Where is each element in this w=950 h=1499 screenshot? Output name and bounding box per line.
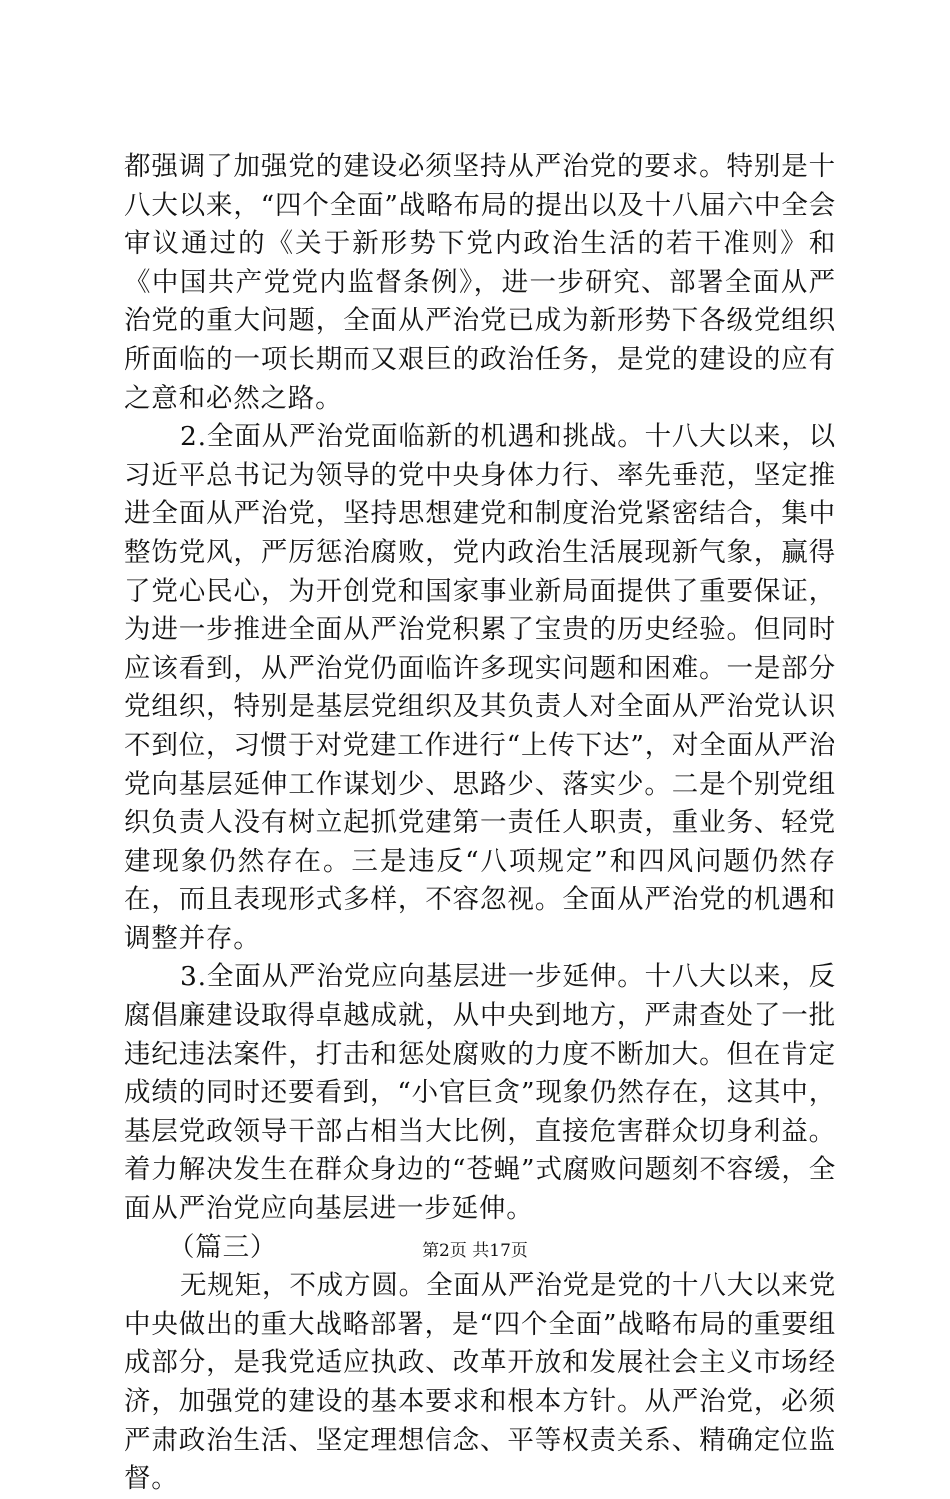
section-paragraph: 无规矩，不成方圆。全面从严治党是党的十八大以来党中央做出的重大战略部署，是“四个全面”战略布局的重要组成部分，是我党适应执政、改革开放和发展社会主义市场经济，加强党的建设的基本要求和根本方针。从严治党，必须严肃政治生活、坚定理想信念、平等权责关系、精确定位监督。 (124, 1270, 836, 1495)
section-heading: （篇三） (168, 1231, 278, 1263)
page-number-footer: 第2页 共17页 (422, 1241, 528, 1261)
paragraph-continuation: 都强调了加强党的建设必须坚持从严治党的要求。特别是十八大以来，“四个全面”战略布局的提出以及十八届六中全会审议通过的《关于新形势下党内政治生活的若干准则》和《中国共产党党内监督条例》，进一步研究、部署全面从严治党的重大问题，全面从严治党已成为新形势下各级党组织所面临的一项长期而又艰巨的政治任务，是党的建设的应有之意和必然之路。 (124, 151, 836, 414)
document-body (124, 148, 836, 1499)
paragraph-point-2: 2.全面从严治党面临新的机遇和挑战。十八大以来，以习近平总书记为领导的党中央身体力行、率先垂范，坚定推进全面从严治党，坚持思想建党和制度治党紧密结合，集中整饬党风，严厉惩治腐败，党内政治生活展现新气象，赢得了党心民心，为开创党和国家事业新局面提供了重要保证，为进一步推进全面从严治党积累了宝贵的历史经验。但同时应该看到，从严治党仍面临许多现实问题和困难。一是部分党组织，特别是基层党组织及其负责人对全面从严治党认识不到位，习惯于对党建工作进行“上传下达”，对全面从严治党向基层延伸工作谋划少、思路少、落实少。二是个别党组织负责人没有树立起抓党建第一责任人职责，重业务、轻党建现象仍然存在。三是违反“八项规定”和四风问题仍然存在，而且表现形式多样，不容忽视。全面从严治党的机遇和调整并存。 (124, 421, 836, 954)
paragraph-point-3: 3.全面从严治党应向基层进一步延伸。十八大以来，反腐倡廉建设取得卓越成就，从中央到地方，严肃查处了一批违纪违法案件，打击和惩处腐败的力度不断加大。但在肯定成绩的同时还要看到，“小官巨贪”现象仍然存在，这其中，基层党政领导干部占相当大比例，直接危害群众切身利益。着力解决发生在群众身边的“苍蝇”式腐败问题刻不容缓，全面从严治党应向基层进一步延伸。 (124, 961, 836, 1225)
